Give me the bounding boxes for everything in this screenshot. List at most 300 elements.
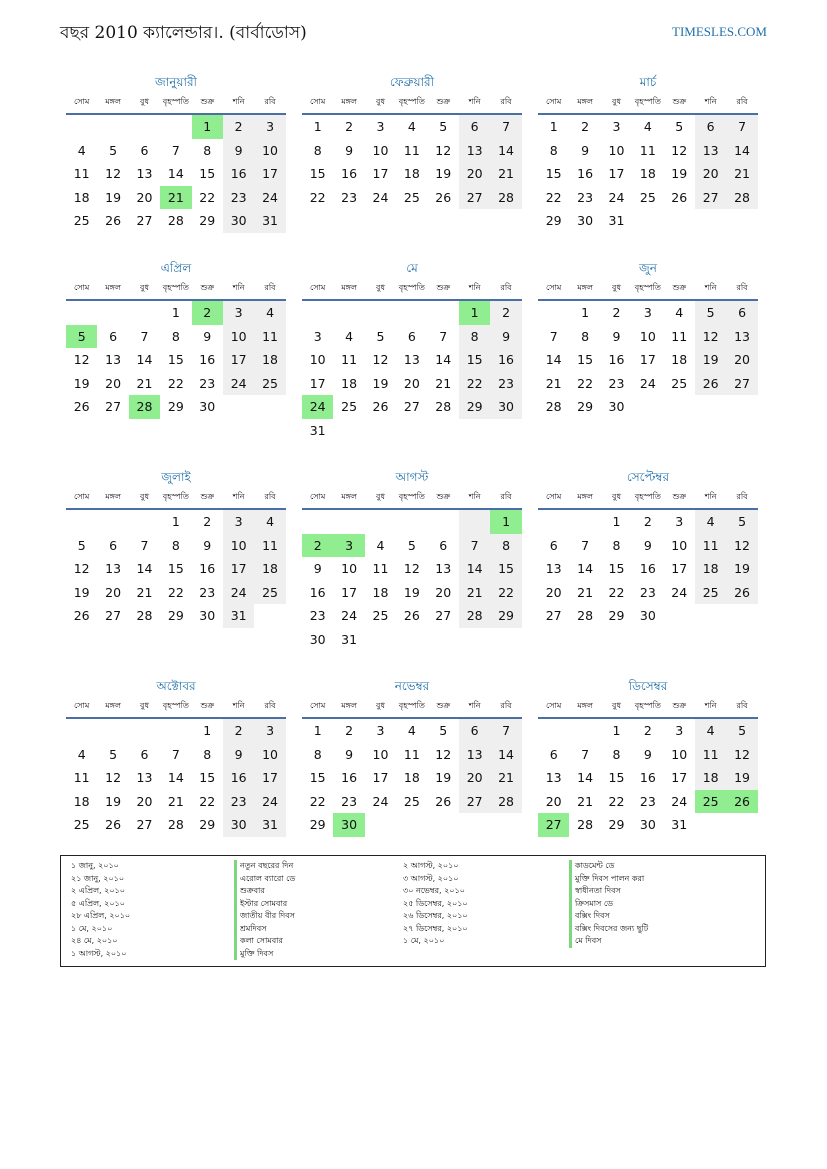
day-cell[interactable]: 20 (136, 793, 153, 809)
day-cell[interactable]: 9 (345, 746, 354, 762)
day-cell[interactable]: 27 (105, 608, 122, 623)
day-cell[interactable]: 20 (459, 766, 490, 790)
day-cell[interactable]: 20 (435, 584, 452, 600)
day-cell[interactable]: 16 (223, 162, 254, 186)
day-cell[interactable]: 17 (372, 770, 389, 785)
day-cell[interactable]: 11 (671, 328, 688, 344)
day-cell[interactable]: 12 (671, 142, 688, 158)
day-cell[interactable]: 29 (309, 817, 326, 832)
day-cell[interactable]: 24 (671, 793, 688, 809)
day-cell[interactable]: 5 (109, 142, 118, 158)
day-cell[interactable]: 18 (372, 584, 389, 600)
day-cell[interactable]: 11 (403, 142, 420, 158)
day-cell[interactable]: 22 (608, 793, 625, 809)
day-cell[interactable]: 28 (490, 186, 521, 210)
day-cell[interactable]: 4 (407, 723, 416, 738)
day-cell[interactable]: 22 (608, 584, 625, 600)
day-cell[interactable]: 28 (136, 608, 153, 623)
day-cell[interactable]: 17 (254, 162, 285, 186)
day-cell[interactable]: 26 (435, 189, 452, 205)
day-cell[interactable]: 29 (608, 608, 625, 623)
day-cell[interactable]: 3 (376, 723, 385, 738)
day-cell[interactable]: 26 (671, 189, 688, 205)
day-cell[interactable]: 31 (341, 631, 358, 647)
day-cell[interactable]: 1 (612, 723, 621, 738)
day-cell[interactable]: 12 (403, 561, 420, 576)
day-cell[interactable]: 7 (140, 328, 149, 344)
day-cell[interactable]: 12 (726, 743, 757, 767)
day-cell[interactable]: 12 (105, 166, 122, 181)
day-cell[interactable]: 1 (313, 723, 322, 738)
day-cell[interactable]: 22 (577, 375, 594, 391)
day-cell[interactable]: 25 (695, 790, 726, 814)
day-cell[interactable]: 14 (577, 770, 594, 785)
day-cell[interactable]: 30 (639, 608, 656, 623)
day-cell[interactable]: 26 (105, 817, 122, 832)
day-cell[interactable]: 16 (309, 584, 326, 600)
day-cell[interactable]: 14 (490, 139, 521, 163)
day-cell[interactable]: 15 (309, 166, 326, 181)
day-cell[interactable]: 27 (105, 399, 122, 414)
day-cell[interactable]: 24 (223, 581, 254, 605)
day-cell[interactable]: 19 (435, 166, 452, 181)
day-cell[interactable]: 17 (671, 770, 688, 785)
day-cell[interactable]: 15 (199, 166, 216, 181)
day-cell[interactable]: 17 (309, 375, 326, 391)
day-cell[interactable]: 31 (223, 604, 254, 628)
day-cell[interactable]: 15 (459, 348, 490, 372)
day-cell[interactable]: 18 (695, 766, 726, 790)
day-cell[interactable]: 7 (439, 328, 448, 344)
day-cell[interactable]: 18 (73, 793, 90, 809)
day-cell[interactable]: 21 (160, 186, 191, 210)
day-cell[interactable]: 16 (341, 166, 358, 181)
day-cell[interactable]: 17 (639, 352, 656, 367)
day-cell[interactable]: 23 (223, 790, 254, 814)
day-cell[interactable]: 13 (105, 352, 122, 367)
day-cell[interactable]: 17 (608, 166, 625, 181)
day-cell[interactable]: 17 (254, 766, 285, 790)
day-cell[interactable]: 12 (73, 352, 90, 367)
day-cell[interactable]: 22 (167, 584, 184, 600)
day-cell[interactable]: 2 (345, 723, 354, 738)
day-cell[interactable]: 25 (73, 213, 90, 228)
day-cell[interactable]: 7 (490, 115, 521, 139)
day-cell[interactable]: 26 (105, 213, 122, 228)
day-cell[interactable]: 11 (341, 352, 358, 367)
day-cell[interactable]: 25 (372, 608, 389, 623)
day-cell[interactable]: 19 (105, 793, 122, 809)
day-cell[interactable]: 6 (109, 328, 118, 344)
day-cell[interactable]: 15 (577, 352, 594, 367)
day-cell[interactable]: 3 (675, 723, 684, 738)
day-cell[interactable]: 28 (129, 395, 160, 419)
day-cell[interactable]: 28 (545, 399, 562, 414)
day-cell[interactable]: 9 (643, 746, 652, 762)
day-cell[interactable]: 2 (302, 534, 333, 558)
day-cell[interactable]: 10 (608, 142, 625, 158)
day-cell[interactable]: 23 (199, 584, 216, 600)
day-cell[interactable]: 19 (73, 584, 90, 600)
day-cell[interactable]: 11 (403, 746, 420, 762)
day-cell[interactable]: 23 (639, 793, 656, 809)
day-cell[interactable]: 15 (167, 352, 184, 367)
day-cell[interactable]: 28 (459, 604, 490, 628)
day-cell[interactable]: 22 (545, 189, 562, 205)
day-cell[interactable]: 30 (309, 631, 326, 647)
day-cell[interactable]: 30 (199, 399, 216, 414)
day-cell[interactable]: 22 (459, 372, 490, 396)
day-cell[interactable]: 9 (313, 561, 322, 576)
day-cell[interactable]: 23 (577, 189, 594, 205)
day-cell[interactable]: 10 (223, 325, 254, 349)
day-cell[interactable]: 23 (608, 375, 625, 391)
day-cell[interactable]: 6 (109, 537, 118, 553)
day-cell[interactable]: 10 (372, 142, 389, 158)
day-cell[interactable]: 1 (549, 119, 558, 134)
day-cell[interactable]: 29 (167, 608, 184, 623)
day-cell[interactable]: 11 (254, 534, 285, 558)
day-cell[interactable]: 8 (203, 746, 212, 762)
day-cell[interactable]: 10 (223, 534, 254, 558)
day-cell[interactable]: 14 (490, 743, 521, 767)
day-cell[interactable]: 11 (695, 534, 726, 558)
day-cell[interactable]: 20 (105, 375, 122, 391)
day-cell[interactable]: 13 (136, 770, 153, 785)
day-cell[interactable]: 10 (309, 352, 326, 367)
day-cell[interactable]: 18 (254, 348, 285, 372)
day-cell[interactable]: 9 (223, 139, 254, 163)
day-cell[interactable]: 25 (403, 793, 420, 809)
day-cell[interactable]: 31 (608, 213, 625, 228)
day-cell[interactable]: 16 (490, 348, 521, 372)
day-cell[interactable]: 23 (639, 584, 656, 600)
day-cell[interactable]: 19 (671, 166, 688, 181)
day-cell[interactable]: 5 (675, 119, 684, 134)
day-cell[interactable]: 8 (612, 746, 621, 762)
day-cell[interactable]: 27 (136, 817, 153, 832)
day-cell[interactable]: 24 (302, 395, 333, 419)
day-cell[interactable]: 8 (581, 328, 590, 344)
day-cell[interactable]: 9 (203, 328, 212, 344)
day-cell[interactable]: 1 (459, 301, 490, 325)
day-cell[interactable]: 4 (77, 746, 86, 762)
day-cell[interactable]: 26 (73, 399, 90, 414)
day-cell[interactable]: 8 (171, 328, 180, 344)
day-cell[interactable]: 30 (490, 395, 521, 419)
day-cell[interactable]: 22 (167, 375, 184, 391)
day-cell[interactable]: 6 (695, 115, 726, 139)
day-cell[interactable]: 16 (223, 766, 254, 790)
day-cell[interactable]: 29 (608, 817, 625, 832)
day-cell[interactable]: 13 (545, 561, 562, 576)
day-cell[interactable]: 9 (345, 142, 354, 158)
day-cell[interactable]: 12 (695, 325, 726, 349)
day-cell[interactable]: 23 (341, 189, 358, 205)
day-cell[interactable]: 30 (577, 213, 594, 228)
day-cell[interactable]: 13 (403, 352, 420, 367)
day-cell[interactable]: 9 (223, 743, 254, 767)
day-cell[interactable]: 5 (726, 719, 757, 743)
day-cell[interactable]: 12 (435, 142, 452, 158)
day-cell[interactable]: 9 (612, 328, 621, 344)
day-cell[interactable]: 14 (167, 166, 184, 181)
day-cell[interactable]: 10 (639, 328, 656, 344)
day-cell[interactable]: 23 (490, 372, 521, 396)
day-cell[interactable]: 15 (490, 557, 521, 581)
day-cell[interactable]: 15 (199, 770, 216, 785)
day-cell[interactable]: 18 (695, 557, 726, 581)
day-cell[interactable]: 22 (199, 189, 216, 205)
day-cell[interactable]: 29 (167, 399, 184, 414)
day-cell[interactable]: 21 (136, 375, 153, 391)
day-cell[interactable]: 8 (490, 534, 521, 558)
day-cell[interactable]: 21 (167, 793, 184, 809)
day-cell[interactable]: 25 (73, 817, 90, 832)
day-cell[interactable]: 7 (459, 534, 490, 558)
day-cell[interactable]: 19 (372, 375, 389, 391)
day-cell[interactable]: 24 (254, 186, 285, 210)
day-cell[interactable]: 2 (581, 119, 590, 134)
day-cell[interactable]: 24 (372, 189, 389, 205)
day-cell[interactable]: 12 (372, 352, 389, 367)
day-cell[interactable]: 22 (309, 189, 326, 205)
day-cell[interactable]: 15 (167, 561, 184, 576)
day-cell[interactable]: 6 (140, 746, 149, 762)
day-cell[interactable]: 29 (545, 213, 562, 228)
day-cell[interactable]: 18 (403, 166, 420, 181)
day-cell[interactable]: 31 (254, 813, 285, 837)
day-cell[interactable]: 21 (136, 584, 153, 600)
day-cell[interactable]: 24 (341, 608, 358, 623)
day-cell[interactable]: 29 (459, 395, 490, 419)
day-cell[interactable]: 14 (577, 561, 594, 576)
day-cell[interactable]: 12 (435, 746, 452, 762)
day-cell[interactable]: 21 (459, 581, 490, 605)
day-cell[interactable]: 7 (726, 115, 757, 139)
day-cell[interactable]: 14 (545, 352, 562, 367)
day-cell[interactable]: 25 (341, 399, 358, 414)
day-cell[interactable]: 3 (313, 328, 322, 344)
day-cell[interactable]: 5 (726, 510, 757, 534)
day-cell[interactable]: 30 (639, 817, 656, 832)
day-cell[interactable]: 1 (581, 305, 590, 320)
day-cell[interactable]: 11 (254, 325, 285, 349)
day-cell[interactable]: 7 (140, 537, 149, 553)
day-cell[interactable]: 14 (136, 352, 153, 367)
day-cell[interactable]: 3 (254, 115, 285, 139)
day-cell[interactable]: 14 (136, 561, 153, 576)
day-cell[interactable]: 28 (167, 817, 184, 832)
day-cell[interactable]: 28 (435, 399, 452, 414)
day-cell[interactable]: 1 (171, 514, 180, 529)
day-cell[interactable]: 13 (105, 561, 122, 576)
day-cell[interactable]: 21 (490, 162, 521, 186)
day-cell[interactable]: 11 (695, 743, 726, 767)
day-cell[interactable]: 17 (223, 557, 254, 581)
day-cell[interactable]: 2 (345, 119, 354, 134)
day-cell[interactable]: 10 (341, 561, 358, 576)
day-cell[interactable]: 8 (171, 537, 180, 553)
day-cell[interactable]: 12 (726, 534, 757, 558)
day-cell[interactable]: 2 (643, 723, 652, 738)
day-cell[interactable]: 29 (199, 817, 216, 832)
day-cell[interactable]: 8 (459, 325, 490, 349)
day-cell[interactable]: 21 (577, 793, 594, 809)
day-cell[interactable]: 21 (726, 162, 757, 186)
day-cell[interactable]: 3 (333, 534, 364, 558)
day-cell[interactable]: 3 (223, 510, 254, 534)
day-cell[interactable]: 13 (726, 325, 757, 349)
day-cell[interactable]: 9 (581, 142, 590, 158)
day-cell[interactable]: 30 (199, 608, 216, 623)
day-cell[interactable]: 21 (435, 375, 452, 391)
day-cell[interactable]: 2 (203, 514, 212, 529)
day-cell[interactable]: 10 (671, 746, 688, 762)
day-cell[interactable]: 5 (77, 537, 86, 553)
day-cell[interactable]: 24 (254, 790, 285, 814)
day-cell[interactable]: 30 (608, 399, 625, 414)
day-cell[interactable]: 5 (376, 328, 385, 344)
day-cell[interactable]: 19 (73, 375, 90, 391)
day-cell[interactable]: 1 (192, 115, 223, 139)
day-cell[interactable]: 4 (695, 719, 726, 743)
day-cell[interactable]: 26 (435, 793, 452, 809)
day-cell[interactable]: 11 (73, 770, 90, 785)
day-cell[interactable]: 4 (77, 142, 86, 158)
day-cell[interactable]: 7 (171, 142, 180, 158)
day-cell[interactable]: 27 (726, 372, 757, 396)
day-cell[interactable]: 3 (675, 514, 684, 529)
day-cell[interactable]: 10 (254, 139, 285, 163)
day-cell[interactable]: 15 (309, 770, 326, 785)
day-cell[interactable]: 6 (549, 537, 558, 553)
day-cell[interactable]: 26 (73, 608, 90, 623)
day-cell[interactable]: 2 (612, 305, 621, 320)
day-cell[interactable]: 30 (223, 813, 254, 837)
day-cell[interactable]: 17 (223, 348, 254, 372)
day-cell[interactable]: 25 (254, 581, 285, 605)
day-cell[interactable]: 24 (608, 189, 625, 205)
day-cell[interactable]: 7 (171, 746, 180, 762)
day-cell[interactable]: 31 (309, 422, 326, 438)
day-cell[interactable]: 5 (407, 537, 416, 553)
day-cell[interactable]: 16 (639, 561, 656, 576)
day-cell[interactable]: 10 (671, 537, 688, 553)
day-cell[interactable]: 24 (223, 372, 254, 396)
day-cell[interactable]: 6 (459, 115, 490, 139)
day-cell[interactable]: 24 (372, 793, 389, 809)
day-cell[interactable]: 12 (73, 561, 90, 576)
day-cell[interactable]: 17 (341, 584, 358, 600)
day-cell[interactable]: 17 (671, 561, 688, 576)
day-cell[interactable]: 14 (459, 557, 490, 581)
day-cell[interactable]: 19 (403, 584, 420, 600)
day-cell[interactable]: 4 (254, 510, 285, 534)
day-cell[interactable]: 1 (490, 510, 521, 534)
day-cell[interactable]: 4 (376, 537, 385, 553)
day-cell[interactable]: 27 (695, 186, 726, 210)
day-cell[interactable]: 20 (545, 584, 562, 600)
day-cell[interactable]: 13 (545, 770, 562, 785)
day-cell[interactable]: 26 (403, 608, 420, 623)
day-cell[interactable]: 13 (136, 166, 153, 181)
day-cell[interactable]: 20 (459, 162, 490, 186)
day-cell[interactable]: 7 (549, 328, 558, 344)
day-cell[interactable]: 5 (66, 325, 97, 349)
day-cell[interactable]: 4 (254, 301, 285, 325)
day-cell[interactable]: 28 (490, 790, 521, 814)
day-cell[interactable]: 25 (639, 189, 656, 205)
day-cell[interactable]: 16 (608, 352, 625, 367)
day-cell[interactable]: 30 (223, 209, 254, 233)
day-cell[interactable]: 26 (726, 790, 757, 814)
day-cell[interactable]: 27 (538, 813, 569, 837)
day-cell[interactable]: 22 (490, 581, 521, 605)
day-cell[interactable]: 30 (333, 813, 364, 837)
day-cell[interactable]: 6 (549, 746, 558, 762)
day-cell[interactable]: 16 (341, 770, 358, 785)
day-cell[interactable]: 27 (403, 399, 420, 414)
day-cell[interactable]: 28 (726, 186, 757, 210)
day-cell[interactable]: 20 (545, 793, 562, 809)
day-cell[interactable]: 8 (612, 537, 621, 553)
day-cell[interactable]: 15 (608, 770, 625, 785)
day-cell[interactable]: 24 (639, 375, 656, 391)
day-cell[interactable]: 31 (254, 209, 285, 233)
day-cell[interactable]: 5 (109, 746, 118, 762)
day-cell[interactable]: 16 (639, 770, 656, 785)
day-cell[interactable]: 29 (577, 399, 594, 414)
day-cell[interactable]: 4 (345, 328, 354, 344)
day-cell[interactable]: 7 (581, 746, 590, 762)
day-cell[interactable]: 14 (167, 770, 184, 785)
day-cell[interactable]: 16 (199, 352, 216, 367)
day-cell[interactable]: 11 (372, 561, 389, 576)
day-cell[interactable]: 18 (403, 770, 420, 785)
day-cell[interactable]: 15 (608, 561, 625, 576)
day-cell[interactable]: 18 (639, 166, 656, 181)
day-cell[interactable]: 21 (490, 766, 521, 790)
day-cell[interactable]: 5 (695, 301, 726, 325)
day-cell[interactable]: 3 (254, 719, 285, 743)
day-cell[interactable]: 14 (435, 352, 452, 367)
day-cell[interactable]: 13 (695, 139, 726, 163)
day-cell[interactable]: 7 (490, 719, 521, 743)
day-cell[interactable]: 3 (612, 119, 621, 134)
day-cell[interactable]: 26 (372, 399, 389, 414)
day-cell[interactable]: 10 (372, 746, 389, 762)
day-cell[interactable]: 29 (199, 213, 216, 228)
day-cell[interactable]: 14 (726, 139, 757, 163)
day-cell[interactable]: 7 (581, 537, 590, 553)
day-cell[interactable]: 27 (136, 213, 153, 228)
day-cell[interactable]: 23 (223, 186, 254, 210)
day-cell[interactable]: 2 (490, 301, 521, 325)
day-cell[interactable]: 11 (639, 142, 656, 158)
day-cell[interactable]: 16 (577, 166, 594, 181)
day-cell[interactable]: 27 (459, 186, 490, 210)
day-cell[interactable]: 25 (254, 372, 285, 396)
day-cell[interactable]: 19 (435, 770, 452, 785)
day-cell[interactable]: 20 (136, 189, 153, 205)
day-cell[interactable]: 1 (171, 305, 180, 320)
day-cell[interactable]: 4 (695, 510, 726, 534)
day-cell[interactable]: 16 (199, 561, 216, 576)
day-cell[interactable]: 3 (376, 119, 385, 134)
day-cell[interactable]: 20 (695, 162, 726, 186)
day-cell[interactable]: 8 (313, 142, 322, 158)
